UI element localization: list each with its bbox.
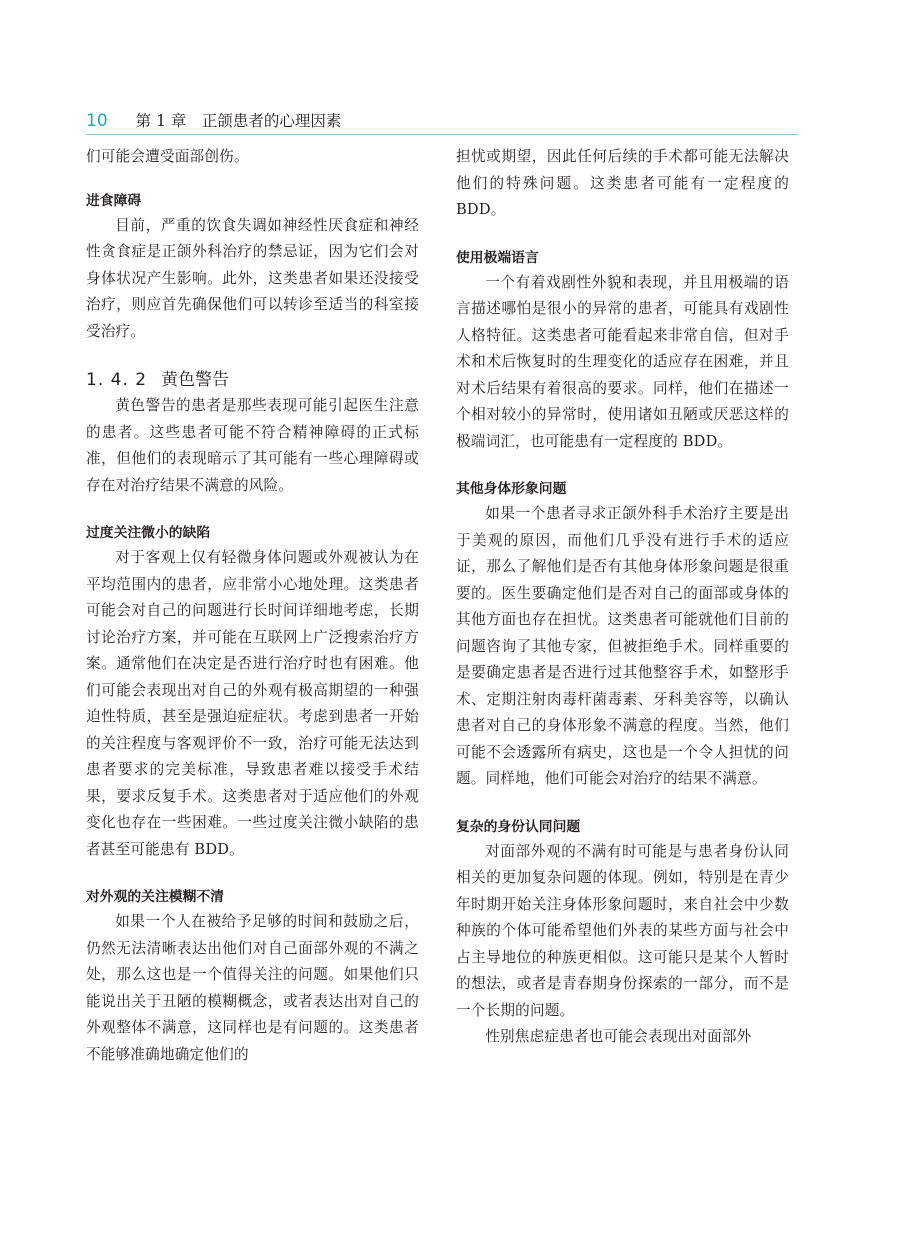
page-number: 10 (86, 111, 108, 131)
paragraph-yellow-warning: 黄色警告的患者是那些表现可能引起医生注意的患者。这些患者可能不符合精神障碍的正式标准，但他们的表现暗示了其可能有一些心理障碍或存在对治疗结果不满意的风险。 (86, 397, 419, 494)
section-number: 1. 4. 2 (86, 370, 148, 390)
heading-body-image: 其他身体形象问题 (456, 481, 567, 497)
paragraph-minor-defect: 对于客观上仅有轻微身体问题或外观被认为在平均范围内的患者，应非常小心地处理。这类患者可能会对自己的问题进行长时间详细地考虑，长期讨论治疗方案，并可能在互联网上广泛搜索治疗方案。通常他们在决定是否进行治疗时也有困难。他们可能会表现出对自己的外观有极高期望的一种强迫性特质，甚至是强迫症症状。考虑到患者一开始的关注程度与客观评价不一致，治疗可能无法达到患者要求的完美标准，导致患者难以接受手术结果，要求反复手术。这类患者对于适应他们的外观变化也存在一些困难。一些过度关注微小缺陷的患者甚至可能患有 BDD。 (86, 549, 419, 858)
paragraph-body-image: 如果一个患者寻求正颌外科手术治疗主要是出于美观的原因，而他们几乎没有进行手术的适应证，那么了解他们是否有其他身体形象问题是很重要的。医生要确定他们是否对自己的面部或身体的其他方面也存在担忧。这类患者可能就他们目前的问题咨询了其他专家，但被拒绝手术。同样重要的是要确定患者是否进行过其他整容手术，如整形手术、定期注射肉毒杆菌毒素、牙科美容等，以确认患者对自己的身体形象不满意的程度。当然，他们可能不会透露所有病史，这也是一个令人担忧的问题。同样地，他们可能会对治疗的结果不满意。 (456, 505, 789, 787)
paragraph-extreme-language: 一个有着戏剧性外貌和表现，并且用极端的语言描述哪怕是很小的异常的患者，可能具有戏剧性人格特征。这类患者可能看起来非常自信，但对手术和术后恢复时的生理变化的适应存在困难，并且对术后结果有着很高的要求。同样，他们在描述一个相对较小的异常时，使用诸如丑陋或厌恶这样的极端词汇，也可能患有一定程度的 BDD。 (456, 273, 789, 450)
section-heading-1-4-2 (86, 367, 419, 393)
continuation-paragraph: 们可能会遭受面部创伤。 (86, 148, 249, 165)
header-rule (86, 134, 798, 135)
heading-extreme-language: 使用极端语言 (456, 249, 539, 266)
continuation-paragraph: 担忧或期望，因此任何后续的手术都可能无法解决他们的特殊问题。这类患者可能有一定程度的 BDD。 (456, 148, 789, 218)
section-title: 黄色警告 (161, 370, 230, 390)
right-column (456, 144, 789, 1051)
heading-minor-defect: 过度关注微小的缺陷 (86, 525, 211, 541)
heading-vague-concern: 对外观的关注模糊不清 (86, 889, 224, 905)
paragraph-eating-disorder: 目前，严重的饮食失调如神经性厌食症和神经性贪食症是正颌外科治疗的禁忌证，因为它们会对身体状况产生影响。此外，这类患者如果还没接受治疗，则应首先确保他们可以转诊至适当的科室接受治疗。 (86, 216, 419, 340)
paragraph-identity-2: 性别焦虑症患者也可能会表现出对面部外 (485, 1028, 752, 1045)
paragraph-identity-1: 对面部外观的不满有时可能是与患者身份认同相关的更加复杂问题的体现。例如，特别是在青少年时期开始关注身体形象问题时，来自社会中少数种族的个体可能希望他们外表的某些方面与社会中占主导地位的种族更相似。这可能只是某个人暂时的想法，或者是青春期身份探索的一部分，而不是一个长期的问题。 (456, 842, 789, 1019)
left-column (86, 144, 419, 1068)
page-header (86, 102, 798, 132)
heading-eating-disorder: 进食障碍 (86, 192, 142, 209)
running-title: 第 1 章 正颌患者的心理因素 (135, 112, 342, 130)
paragraph-vague-concern: 如果一个人在被给予足够的时间和鼓励之后，仍然无法清晰表达出他们对自己面部外观的不满之处，那么这也是一个值得关注的问题。如果他们只能说出关于丑陋的模糊概念，或者表达出对自己的外观整体不满意，这同样也是有问题的。这类患者不能够准确地确定他们的 (86, 913, 419, 1063)
heading-identity: 复杂的身份认同问题 (456, 818, 581, 835)
